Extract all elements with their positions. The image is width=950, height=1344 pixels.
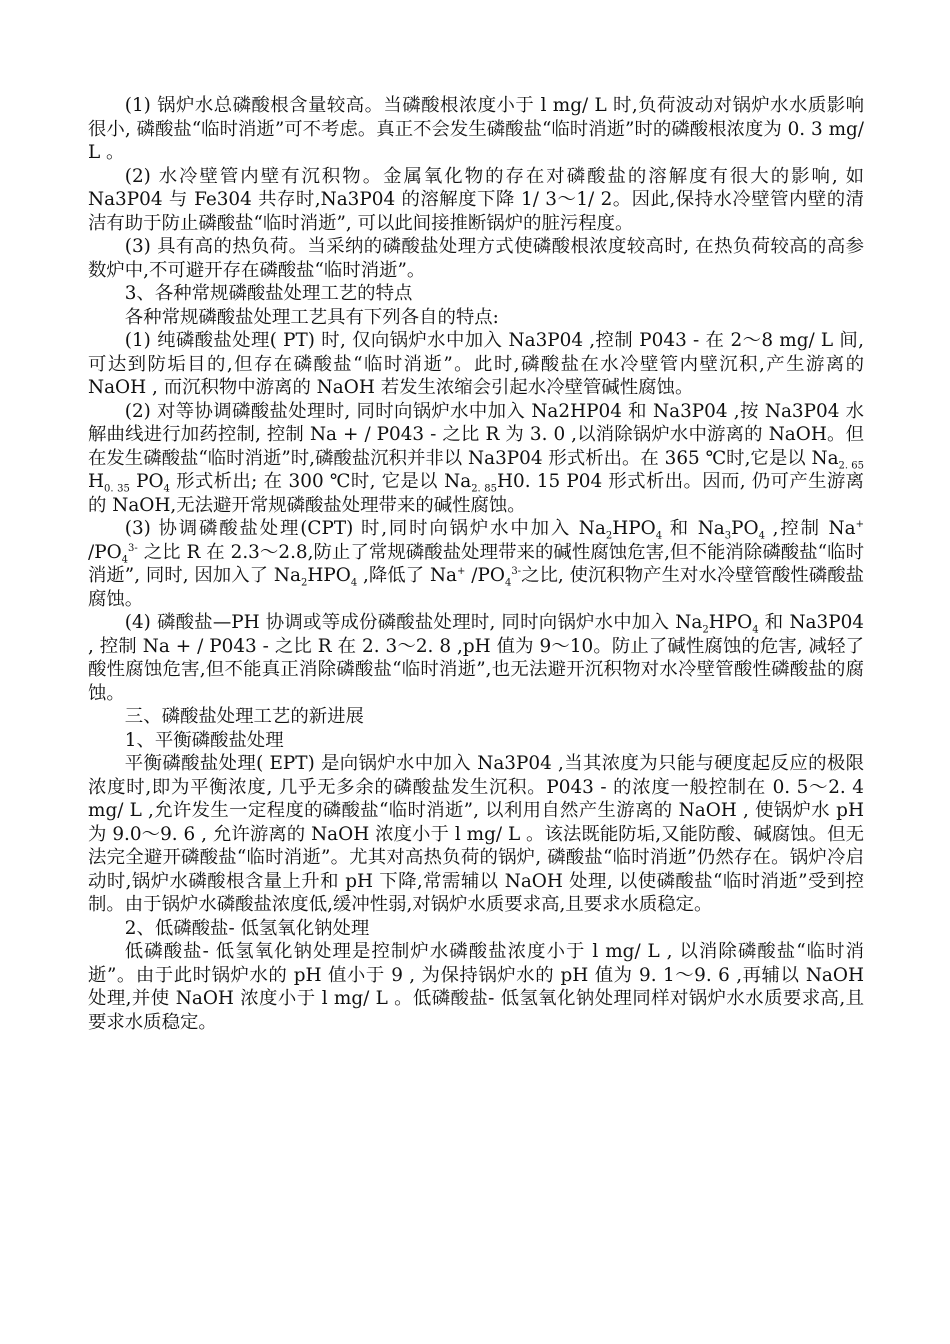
section-heading-new-progress: 三、磷酸盐处理工艺的新进展 <box>124 706 364 727</box>
paragraph-phosphate-ph-treatment: (4) 磷酸盐—PH 协调或等成份磷酸盐处理时, 同时向锅炉水中加入 $Na_2HPO_4$ 和 Na3P04 , 控制 Na + / P043 - 之比 R 在 2. 3～2. 8 ,pH 值为 9～10。防止了碱性腐蚀的危害, 减轻了酸性腐蚀危害,但不能真正消除磷酸盐“临时消逝”,也无法避开沉积物对水冷壁管酸性磷酸盐的腐蚀。 <box>88 612 864 704</box>
paragraph-high-heat-load: (3) 具有高的热负荷。当采纳的磷酸盐处理方式使磷酸根浓度较高时, 在热负荷较高的高参数炉中,不可避开存在磷酸盐“临时消逝”。 <box>88 236 864 281</box>
paragraph-low-phosphate-treatment: 低磷酸盐- 低氢氧化钠处理是控制炉水磷酸盐浓度小于 l mg/ L , 以消除磷酸盐“临时消逝”。由于此时锅炉水的 pH 值小于 9 , 为保持锅炉水的 pH 值为 9. 1～9. 6 ,再辅以 NaOH 处理,并使 NaOH 浓度小于 l mg/ L 。低磷酸盐- 低氢氧化钠处理同样对锅炉水水质要求高,且要求水质稳定。 <box>88 941 864 1033</box>
section-heading-conventional-treatments: 3、各种常规磷酸盐处理工艺的特点 <box>124 283 413 304</box>
document-body <box>88 94 864 1034</box>
paragraph-coordinated-phosphate-treatment: (3) 协调磷酸盐处理(CPT) 时,同时向锅炉水中加入 $Na_2HPO_4$ 和 $Na_3PO_4$ ,控制 Na+ $/PO_4^{3-}$ 之比 R 在 2.3～2.8,防止了常规磷酸盐处理带来的碱性腐蚀危害,但不能消除磷酸盐“临时消逝”, 同时, 因加入了 $Na_2HPO_4$ ,降低了 Na+ $/PO_4^{3-}$之比, 使沉积物产生对水冷壁管酸性磷酸盐腐蚀。 <box>88 518 864 610</box>
subsection-heading-low-phosphate-treatment: 2、低磷酸盐- 低氢氧化钠处理 <box>124 917 370 939</box>
paragraph-pure-phosphate-treatment: (1) 纯磷酸盐处理( PT) 时, 仅向锅炉水中加入 Na3P04 ,控制 P043 - 在 2～8 mg/ L 间,可达到防垢目的,但存在磷酸盐“临时消逝”。此时,磷酸盐在水冷壁管内壁沉积,产生游离的 NaOH , 而沉积物中游离的 NaOH 若发生浓缩会引起水冷壁管碱性腐蚀。 <box>88 330 864 398</box>
paragraph-characteristics-intro: 各种常规磷酸盐处理工艺具有下列各自的特点: <box>124 306 499 328</box>
paragraph-boiler-phosphate-content: (1) 锅炉水总磷酸根含量较高。当磷酸根浓度小于 l mg/ L 时,负荷波动对锅炉水水质影响很小, 磷酸盐“临时消逝”可不考虑。真正不会发生磷酸盐“临时消逝”时的磷酸根浓度为 0. 3 mg/ L 。 <box>88 95 864 163</box>
paragraph-equivalent-coordinated-treatment: (2) 对等协调磷酸盐处理时, 同时向锅炉水中加入 Na2HP04 和 Na3P04 ,按 Na3P04 水解曲线进行加药控制, 控制 Na + / P043 - 之比 R 为 3. 0 ,以消除锅炉水中游离的 NaOH。但在发生磷酸盐“临时消逝”时,磷酸盐沉积并非以 Na3P04 形式析出。在 365 ℃时,它是以 $Na_{2. 65}$ $H_{0. 35}$ $PO_4$ 形式析出; 在 300 ℃时, 它是以 $Na_{2. 85}H0$. 15 P04 形式析出。因而, 仍可产生游离的 NaOH,无法避开常规磷酸盐处理带来的碱性腐蚀。 <box>88 400 864 516</box>
paragraph-equilibrium-treatment: 平衡磷酸盐处理( EPT) 是向锅炉水中加入 Na3P04 ,当其浓度为只能与硬度起反应的极限浓度时,即为平衡浓度, 几乎无多余的磷酸盐发生沉积。P043 - 的浓度一般控制在 0. 5～2. 4 mg/ L ,允许发生一定程度的磷酸盐“临时消逝”, 以利用自然产生游离的 NaOH , 使锅炉水 pH 为 9.0～9. 6 , 允许游离的 NaOH 浓度小于 l mg/ L 。该法既能防垢,又能防酸、碱腐蚀。但无法完全避开磷酸盐“临时消逝”。尤其对高热负荷的锅炉, 磷酸盐“临时消逝”仍然存在。锅炉冷启动时,锅炉水磷酸根含量上升和 pH 下降,常需辅以 NaOH 处理, 以使磷酸盐“临时消逝”受到控制。由于锅炉水磷酸盐浓度低,缓冲性弱,对锅炉水质要求高,且要求水质稳定。 <box>88 753 864 915</box>
paragraph-water-wall-deposits: (2) 水冷壁管内壁有沉积物。金属氧化物的存在对磷酸盐的溶解度有很大的影响, 如 Na3P04 与 Fe304 共存时,Na3P04 的溶解度下降 1/ 3～1/ 2。因此,保持水冷壁管内壁的清洁有助于防止磷酸盐“临时消逝”, 可以此间接推断锅炉的脏污程度。 <box>88 165 864 234</box>
subsection-heading-equilibrium-treatment: 1、平衡磷酸盐处理 <box>124 729 284 751</box>
